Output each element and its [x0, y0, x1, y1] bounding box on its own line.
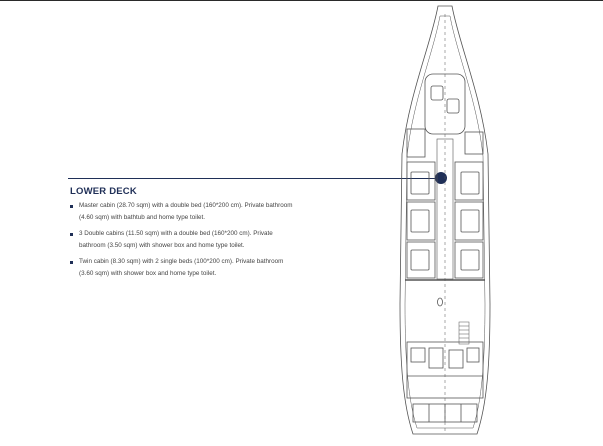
- list-item-double-cabins: 3 Double cabins (11.50 sqm) with a double bed (160*200 cm). Private bathroom (3.50 sqm) with shower box and home type toilet.: [70, 228, 298, 252]
- cabin-list: [70, 200, 298, 280]
- list-item-master-cabin: Master cabin (28.70 sqm) with a double bed (160*200 cm). Private bathroom (4.60 sqm) with bathtub and home type toilet.: [70, 200, 298, 224]
- top-divider: [0, 0, 603, 1]
- lower-deck-panel: [70, 186, 298, 284]
- mast-marker: [438, 298, 443, 306]
- section-title: LOWER DECK: [70, 186, 137, 197]
- stairs: [459, 322, 469, 344]
- yacht-deck-plan: [395, 4, 495, 442]
- inner-hull: [405, 16, 485, 428]
- list-item-twin-cabin: Twin cabin (8.30 sqm) with 2 single beds (100*200 cm). Private bathroom (3.60 sqm) with shower box and home type toilet.: [70, 256, 298, 280]
- pointer-line: [68, 178, 441, 179]
